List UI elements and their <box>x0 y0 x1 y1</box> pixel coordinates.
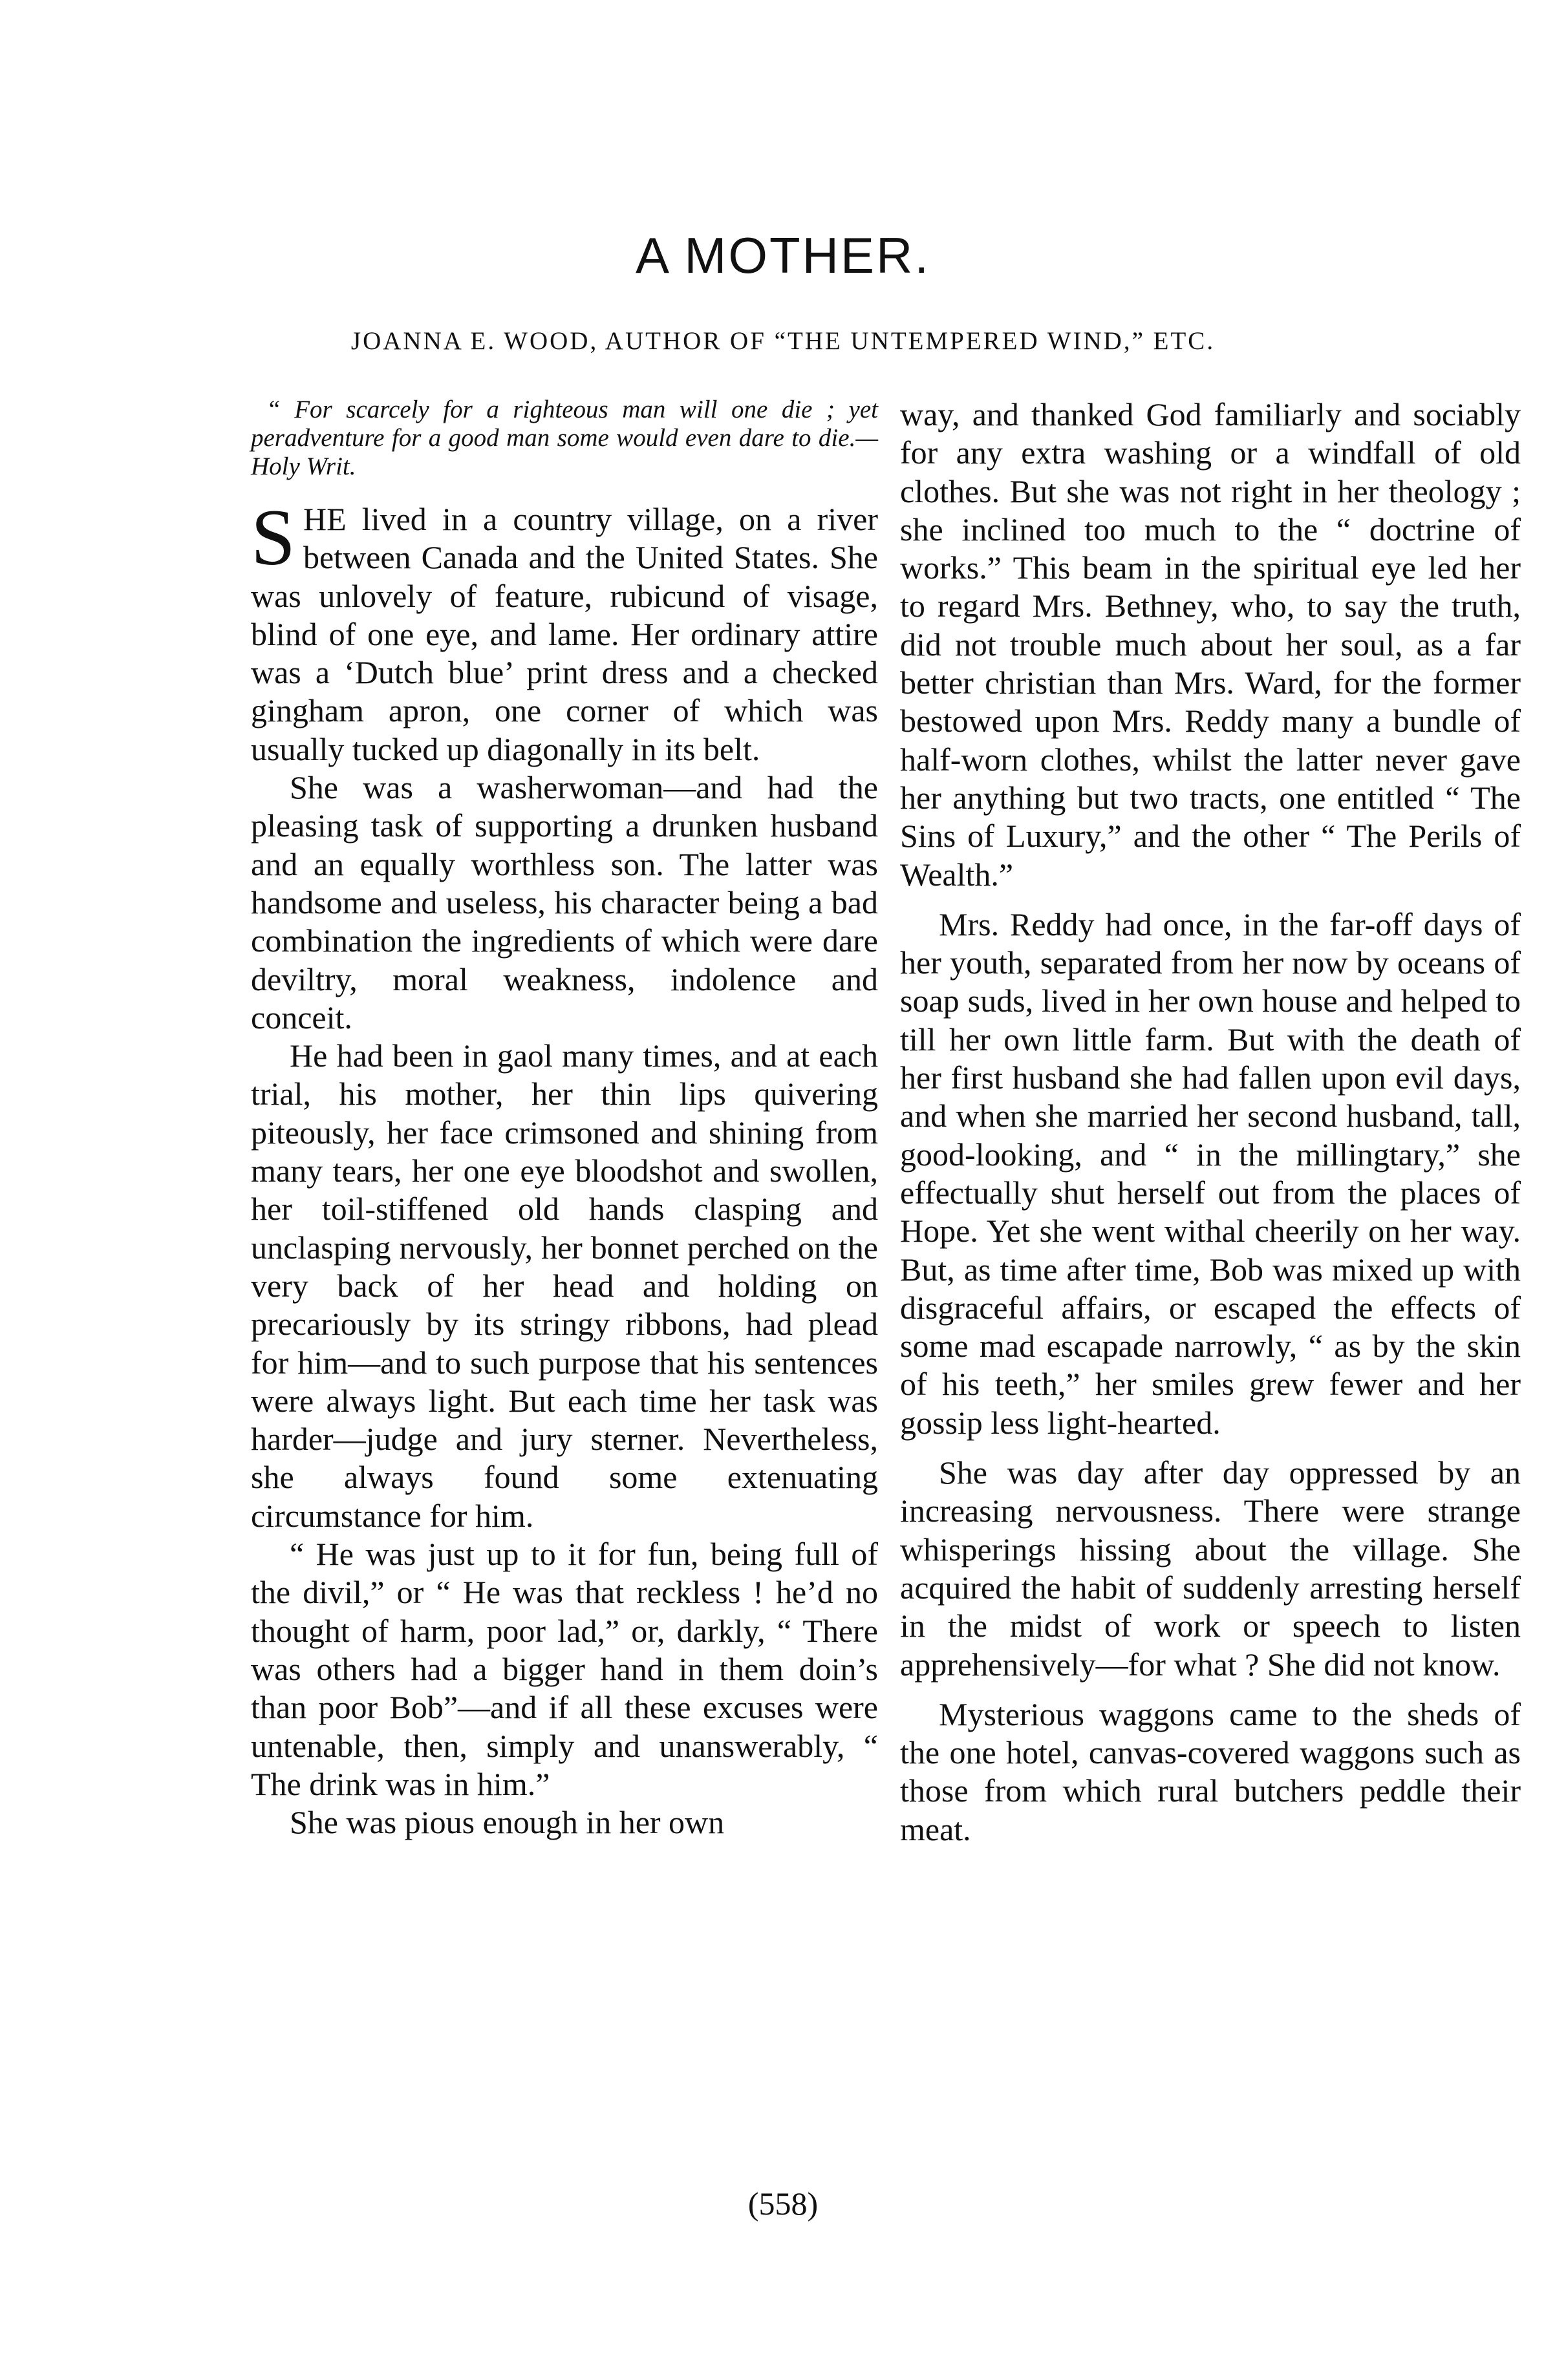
paragraph: He had been in gaol many times, and at each trial, his mother, her thin lips quivering piteously, her face crimsoned and shining from many tears, her one eye bloodshot and swollen, her toil-stiffened old hands clasping and unclasping nervously, her bonnet perched on the very back of her head and holding on precariously by its stringy ribbons, had plead for him—and to such purpose that his sentences were always light. But each time her task was harder—judge and jury sterner. Nevertheless, she always found some extenuating circumstance for him. <box>251 1037 878 1534</box>
paragraph: “ He was just up to it for fun, being full of the divil,” or “ He was that reckless ! he’d no thought of harm, poor lad,” or, darkly, “ There was others had a bigger hand in them doin’s than poor Bob”—and if all these excuses were untenable, then, simply and unanswerably, “ The drink was in him.” <box>251 1536 878 1802</box>
paragraph: Mrs. Reddy had once, in the far-off days of her youth, separated from her now by oceans of soap suds, lived in her own house and helped to till her own little farm. But with the death of her first husband she had fallen upon evil days, and when she married her second husband, tall, good-looking, and “ in the millingtary,” she effectually shut herself out from the places of Hope. Yet she went withal cheerily on her way. But, as time after time, Bob was mixed up with disgraceful affairs, or escaped the effects of some mad escapade narrowly, “ as by the skin of his teeth,” her smiles grew fewer and her gossip less light-hearted. <box>900 906 1521 1441</box>
article-title: A MOTHER. <box>635 227 931 284</box>
paragraph: Mysterious waggons came to the sheds of the one hotel, canvas-covered waggons such as those from which rural butchers peddle their meat. <box>900 1695 1521 1847</box>
paragraph: She was day after day oppressed by an increasing nervousness. There were strange whisperings hissing about the village. She acquired the habit of suddenly arresting herself in the midst of work or speech to listen apprehensively—for what ? She did not know. <box>900 1454 1521 1683</box>
paragraph: She was a washerwoman—and had the pleasing task of supporting a drunken husband and an equally worthless son. The latter was handsome and useless, his character being a bad combination the ingredients of which were dare deviltry, moral weakness, indolence and conceit. <box>251 769 878 1036</box>
paragraph <box>251 493 878 769</box>
paragraph: She was pious enough in her own <box>290 1804 725 1841</box>
right-column <box>900 396 1521 1849</box>
paragraph-text: HE lived in a country village, on a river between Canada and the United States. She was unlovely of feature, rubicund of visage, blind of one eye, and lame. Her ordinary attire was a ‘Dutch blue’ print dress and a checked gingham apron, one corner of which was usually tucked up diagonally in its belt. <box>251 501 878 767</box>
author-byline: JOANNA E. WOOD, AUTHOR OF “THE UNTEMPERED WIND,” ETC. <box>350 327 1216 355</box>
page-number: (558) <box>747 2185 819 2222</box>
drop-cap: S <box>251 493 295 582</box>
paragraph: way, and thanked God familiarly and sociably for any extra washing or a windfall of old clothes. But she was not right in her theology ; she inclined too much to the “ doctrine of works.” This beam in the spiritual eye led her to regard Mrs. Bethney, who, to say the truth, did not trouble much about her soul, as a far better christian than Mrs. Ward, for the former bestowed upon Mrs. Reddy many a bundle of half-worn clothes, whilst the latter never gave her anything but two tracts, one entitled “ The Sins of Luxury,” and the other “ The Perils of Wealth.” <box>900 396 1521 893</box>
left-column <box>251 396 878 1842</box>
epigraph: “ For scarcely for a righteous man will one die ; yet peradventure for a good man some would even dare to die.—Holy Writ. <box>251 396 878 480</box>
